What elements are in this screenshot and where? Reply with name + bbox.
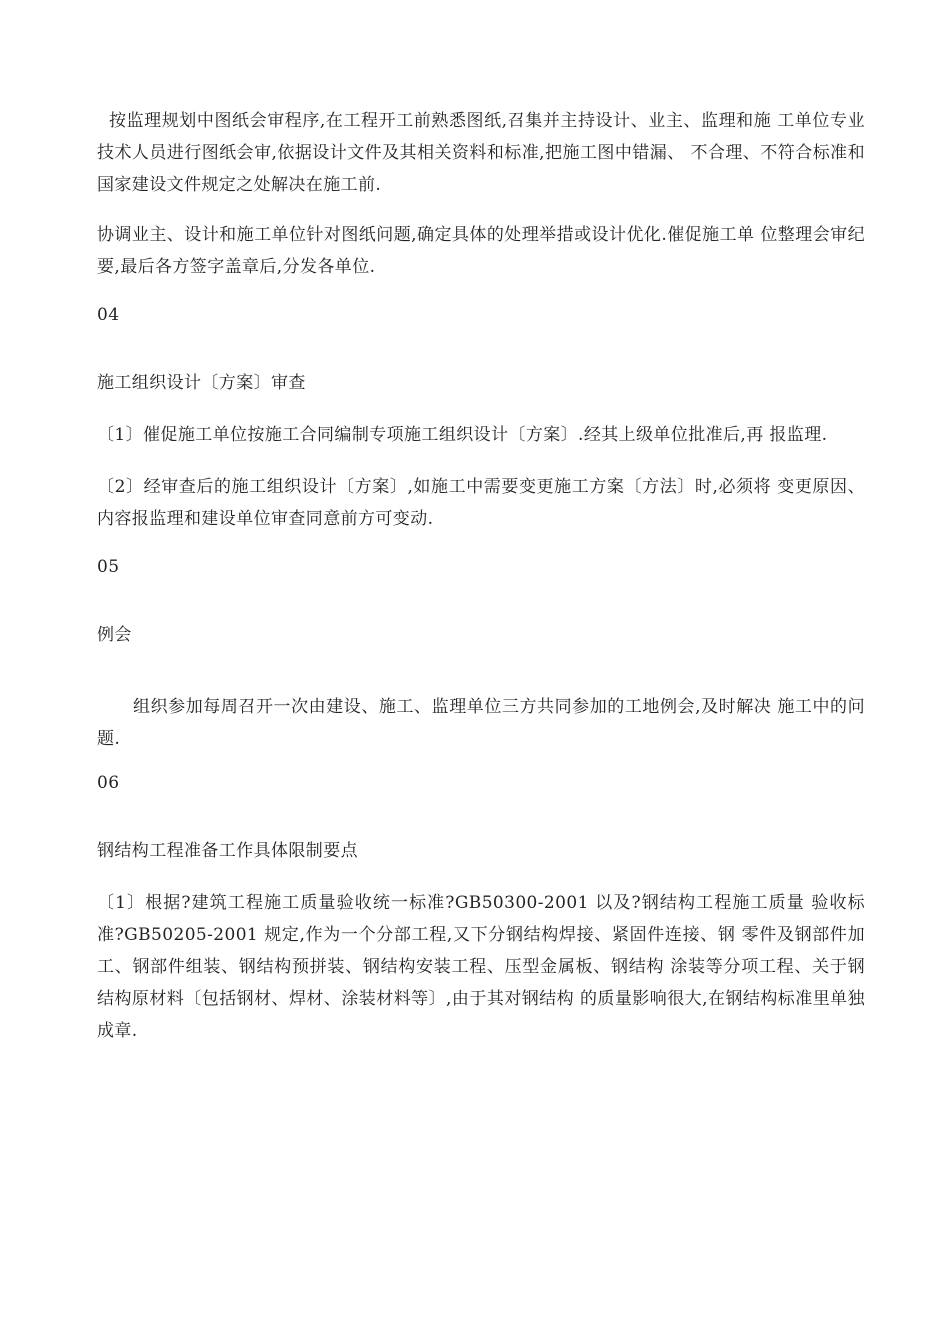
paragraph-meeting: 组织参加每周召开一次由建设、施工、监理单位三方共同参加的工地例会,及时解决 施工中的问题. <box>97 697 865 749</box>
section-heading-steel-structure: 钢结构工程准备工作具体限制要点 <box>97 841 358 861</box>
paragraph-plan-item-2: 〔2〕经审查后的施工组织设计〔方案〕,如施工中需要变更施工方案〔方法〕时,必须将 变更原因、内容报监理和建设单位审查同意前方可变动. <box>97 477 865 529</box>
paragraph-drawing-review: 按监理规划中图纸会审程序,在工程开工前熟悉图纸,召集并主持设计、业主、监理和施 工单位专业技术人员进行图纸会审,依据设计文件及其相关资料和标准,把施工图中错漏、 不合理、不符合标准和国家建设文件规定之处解决在施工前. <box>97 111 865 195</box>
document-page <box>97 105 865 1047</box>
section-number-06: 06 <box>97 773 120 793</box>
paragraph-coordination: 协调业主、设计和施工单位针对图纸问题,确定具体的处理举措或设计优化.催促施工单 位整理会审纪要,最后各方签字盖章后,分发各单位. <box>97 225 865 277</box>
section-number-05: 05 <box>97 557 120 577</box>
section-number-04: 04 <box>97 305 120 325</box>
section-heading-regular-meeting: 例会 <box>97 625 132 645</box>
paragraph-steel-item-1: 〔1〕根据?建筑工程施工质量验收统一标准?GB50300-2001 以及?钢结构工程施工质量 验收标准?GB50205-2001 规定,作为一个分部工程,又下分钢结构焊接、紧固件连接、钢 零件及钢部件加工、钢部件组装、钢结构预拼装、钢结构安装工程、压型金属板、钢结构 涂装等分项工程、关于钢结构原材料〔包括钢材、焊材、涂装材料等〕,由于其对钢结构 的质量影响很大,在钢结构标准里单独成章. <box>97 893 865 1041</box>
paragraph-plan-item-1: 〔1〕催促施工单位按施工合同编制专项施工组织设计〔方案〕.经其上级单位批准后,再 报监理. <box>97 425 828 445</box>
section-heading-construction-plan-review: 施工组织设计〔方案〕审查 <box>97 373 306 393</box>
